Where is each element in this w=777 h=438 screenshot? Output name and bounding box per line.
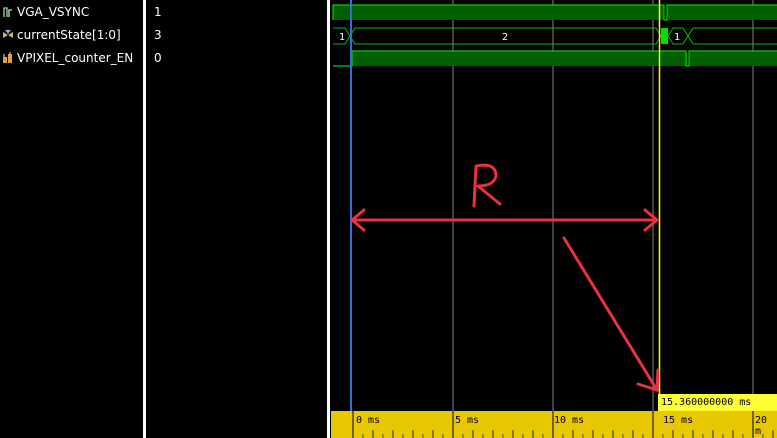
cursor-time-readout: 15.360000000 ms <box>658 394 777 411</box>
signal-name: VPIXEL_counter_EN <box>17 51 134 65</box>
wave-vga-vsync[interactable] <box>333 5 777 20</box>
signal-name-panel <box>0 0 143 438</box>
bus-signal-icon <box>2 29 14 41</box>
bit-signal-icon <box>2 6 14 18</box>
signal-row-vpixel-counter-en[interactable] <box>0 49 143 67</box>
panel-divider[interactable] <box>327 0 330 438</box>
bit-signal-icon <box>2 52 14 64</box>
signal-value: 0 <box>154 51 162 65</box>
ruler-tick-label: 15 ms <box>663 415 694 426</box>
signal-name: VGA_VSYNC <box>17 5 90 19</box>
bus-value-label: 2 <box>502 32 509 43</box>
ruler-tick-label: 20 m <box>755 415 768 437</box>
signal-row-vga-vsync[interactable] <box>0 3 143 21</box>
annotation-arrows <box>352 210 658 390</box>
wave-current-state[interactable] <box>333 28 777 44</box>
signal-name: currentState[1:0] <box>17 28 121 42</box>
ruler-tick-label: 5 ms <box>455 415 480 426</box>
ruler-tick-label: 0 ms <box>356 415 381 426</box>
signal-value: 1 <box>154 5 162 19</box>
wave-vpixel-counter-en[interactable] <box>333 51 777 66</box>
ruler-tick-label: 10 ms <box>554 415 585 426</box>
signal-value: 3 <box>154 28 162 42</box>
annotation-letter-r <box>468 160 508 210</box>
waveform-canvas[interactable] <box>331 0 777 438</box>
bus-value-label: 1 <box>674 32 681 43</box>
bus-value-label: 1 <box>339 32 346 43</box>
signal-value-panel <box>146 0 327 438</box>
signal-row-current-state[interactable] <box>0 26 143 44</box>
